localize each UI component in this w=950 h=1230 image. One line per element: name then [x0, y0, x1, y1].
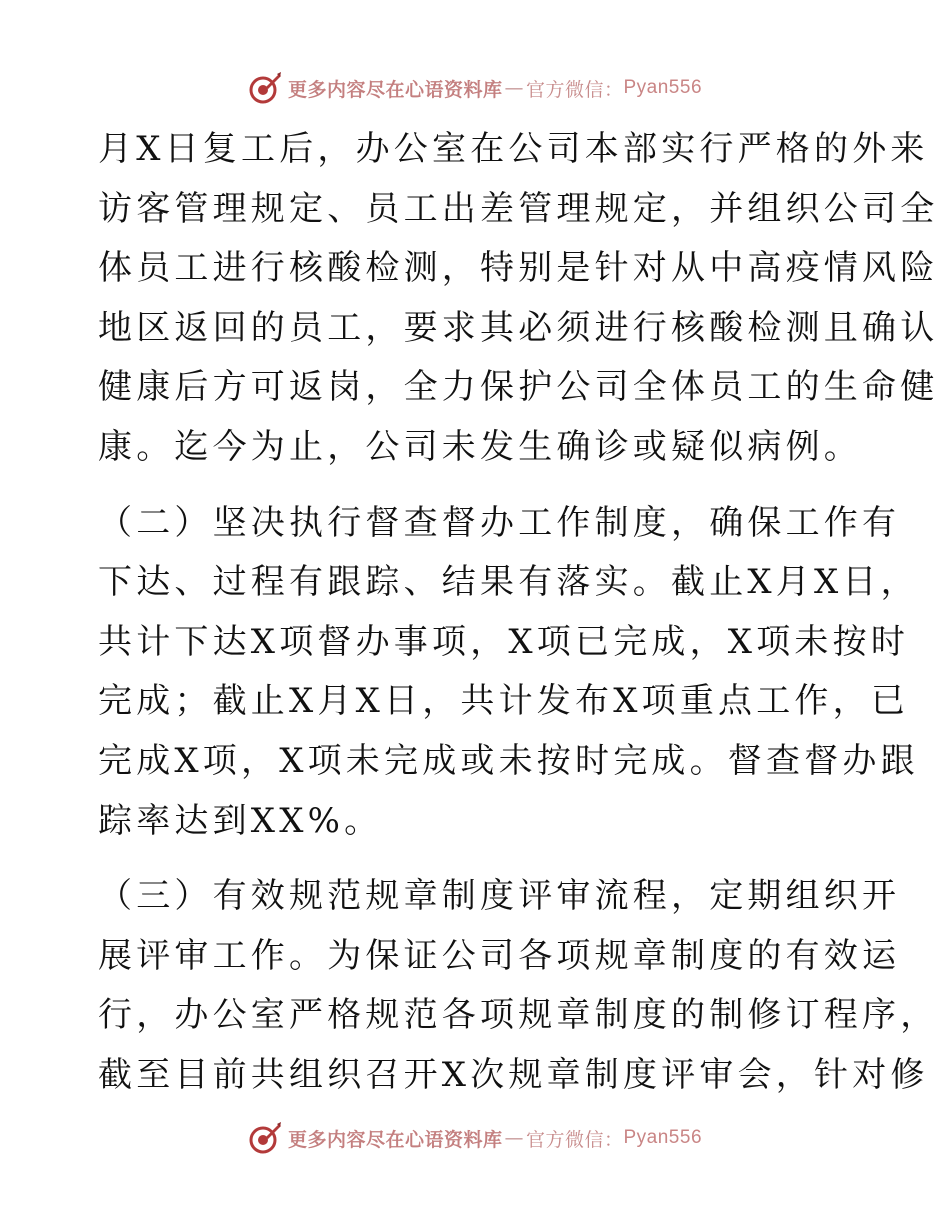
watermark-label: 官方微信： [525, 1128, 624, 1151]
text-line: 共计下达X项督办事项，X项已完成，X项未按时 [98, 621, 910, 662]
paragraph-1 [98, 120, 939, 478]
watermark-header [0, 68, 950, 108]
text-line: 健康后方可返岗，全力保护公司全体员工的生命健 [98, 367, 939, 408]
text-line: 地区返回的员工，要求其必须进行核酸检测且确认 [98, 307, 939, 348]
text-line: 完成；截止X月X日，共计发布X项重点工作，已 [98, 681, 910, 722]
watermark-footer [0, 1118, 950, 1158]
watermark-account: Pyan556 [623, 1127, 703, 1148]
watermark-account: Pyan556 [623, 77, 703, 98]
paragraph-2 [98, 494, 919, 852]
text-line: 体员工进行核酸检测，特别是针对从中高疫情风险 [98, 248, 939, 289]
text-line: 截至目前共组织召开X次规章制度评审会，针对修 [98, 1054, 929, 1095]
text-line: 月X日复工后，办公室在公司本部实行严格的外来 [98, 129, 929, 169]
document-body [98, 120, 939, 1106]
watermark-separator: — [504, 77, 524, 99]
text-line: 踪率达到XX%。 [98, 800, 383, 841]
text-line: 下达、过程有跟踪、结果有落实。截止X月X日， [98, 562, 919, 603]
watermark-separator: — [504, 1127, 524, 1149]
text-line: 康。迄今为止，公司未发生确诊或疑似病例。 [98, 426, 862, 467]
watermark-label: 官方微信： [525, 78, 624, 101]
paragraph-3 [98, 867, 939, 1105]
text-line: 完成X项，X项未完成或未按时完成。督查督办跟 [98, 740, 919, 781]
watermark-brand: 更多内容尽在心语资料库 [287, 78, 503, 101]
text-line: （二）坚决执行督查督办工作制度，确保工作有 [98, 502, 901, 543]
logo-icon [248, 1121, 282, 1155]
text-line: 展评审工作。为保证公司各项规章制度的有效运 [98, 935, 901, 976]
text-line: 访客管理规定、员工出差管理规定，并组织公司全 [98, 188, 939, 229]
text-line: 行，办公室严格规范各项规章制度的制修订程序， [98, 995, 939, 1036]
logo-icon [248, 71, 282, 105]
watermark-brand: 更多内容尽在心语资料库 [287, 1128, 503, 1151]
text-line: （三）有效规范规章制度评审流程，定期组织开 [98, 876, 901, 917]
